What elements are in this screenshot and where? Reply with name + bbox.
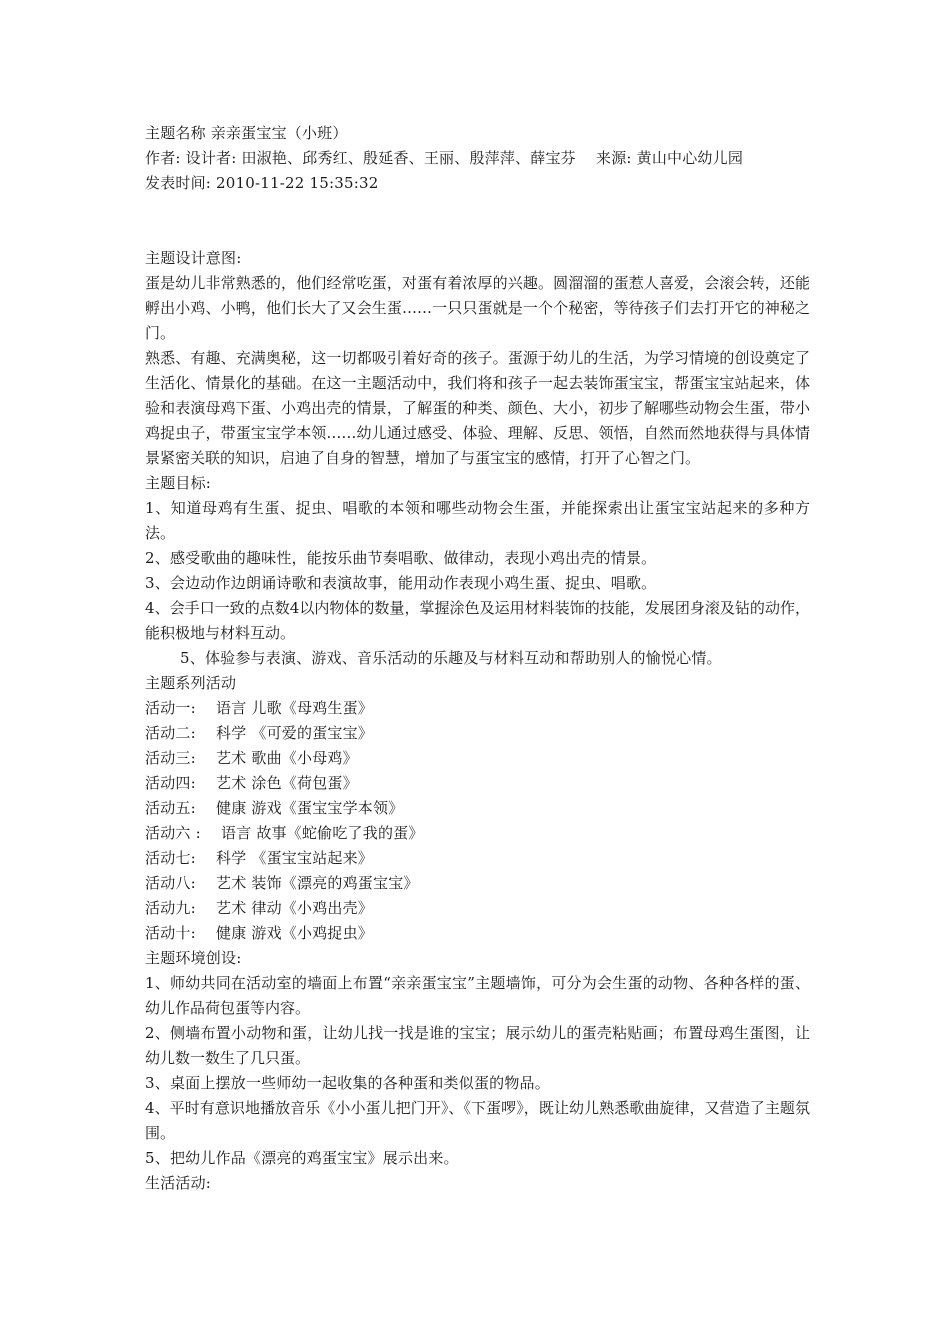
goals-heading: 主题目标: [145, 474, 212, 492]
activity-item: 活动一: 语言 儿歌《母鸡生蛋》 [145, 699, 373, 717]
publish-time: 发表时间: 2010-11-22 15:35:32 [145, 174, 379, 192]
life-heading: 生活活动: [145, 1174, 212, 1192]
goal-item: 1、知道母鸡有生蛋、捉虫、唱歌的本领和哪些动物会生蛋，并能探索出让蛋宝宝站起来的多种方法。 [145, 499, 810, 542]
activity-item: 活动八: 艺术 装饰《漂亮的鸡蛋宝宝》 [145, 874, 419, 892]
activity-item: 活动六 : 语言 故事《蛇偷吃了我的蛋》 [145, 824, 424, 842]
environment-item: 3、桌面上摆放一些师幼一起收集的各种蛋和类似蛋的物品。 [145, 1074, 550, 1092]
activity-item: 活动三: 艺术 歌曲《小母鸡》 [145, 749, 358, 767]
spacer [145, 196, 810, 246]
activity-item: 活动七: 科学 《蛋宝宝站起来》 [145, 849, 373, 867]
document-page [145, 121, 810, 1196]
activities-heading: 主题系列活动 [145, 674, 237, 692]
goal-item: 4、会手口一致的点数4以内物体的数量，掌握涂色及运用材料装饰的技能，发展团身滚及钻的动作，能积极地与材料互动。 [145, 599, 810, 642]
goal-item: 2、感受歌曲的趣味性，能按乐曲节奏唱歌、做律动，表现小鸡出壳的情景。 [145, 549, 657, 567]
environment-item: 2、侧墙布置小动物和蛋，让幼儿找一找是谁的宝宝；展示幼儿的蛋壳粘贴画；布置母鸡生蛋图，让幼儿数一数生了几只蛋。 [145, 1024, 810, 1067]
goal-item: 5、体验参与表演、游戏、音乐活动的乐趣及与材料互动和帮助别人的愉悦心情。 [180, 649, 722, 667]
environment-heading: 主题环境创设: [145, 949, 242, 967]
activity-item: 活动五: 健康 游戏《蛋宝宝学本领》 [145, 799, 404, 817]
intent-paragraph: 蛋是幼儿非常熟悉的，他们经常吃蛋，对蛋有着浓厚的兴趣。圆溜溜的蛋惹人喜爱，会滚会转，还能孵出小鸡、小鸭，他们长大了又会生蛋……一只只蛋就是一个个秘密，等待孩子们去打开它的神秘之门。 [145, 274, 810, 342]
activity-item: 活动九: 艺术 律动《小鸡出壳》 [145, 899, 373, 917]
intent-heading: 主题设计意图: [145, 249, 242, 267]
intent-paragraph: 熟悉、有趣、充满奥秘，这一切都吸引着好奇的孩子。蛋源于幼儿的生活，为学习情境的创设奠定了生活化、情景化的基础。在这一主题活动中，我们将和孩子一起去装饰蛋宝宝，帮蛋宝宝站起来，体验和表演母鸡下蛋、小鸡出壳的情景，了解蛋的种类、颜色、大小，初步了解哪些动物会生蛋，带小鸡捉虫子，带蛋宝宝学本领……幼儿通过感受、体验、理解、反思、领悟，自然而然地获得与具体情景紧密关联的知识，启迪了自身的智慧，增加了与蛋宝宝的感情，打开了心智之门。 [145, 349, 810, 467]
activity-item: 活动十: 健康 游戏《小鸡捉虫》 [145, 924, 373, 942]
activity-item: 活动四: 艺术 涂色《荷包蛋》 [145, 774, 358, 792]
environment-item: 4、平时有意识地播放音乐《小小蛋儿把门开》、《下蛋啰》，既让幼儿熟悉歌曲旋律，又营造了主题氛围。 [145, 1099, 810, 1142]
theme-title: 主题名称 亲亲蛋宝宝（小班） [145, 124, 348, 142]
environment-item: 5、把幼儿作品《漂亮的鸡蛋宝宝》展示出来。 [145, 1149, 459, 1167]
author-line: 作者: 设计者: 田淑艳、邱秀红、殷延香、王丽、殷萍萍、薛宝芬 来源: 黄山中心幼儿园 [145, 149, 744, 167]
activity-item: 活动二: 科学 《可爱的蛋宝宝》 [145, 724, 373, 742]
environment-item: 1、师幼共同在活动室的墙面上布置“亲亲蛋宝宝”主题墙饰，可分为会生蛋的动物、各种各样的蛋、幼儿作品荷包蛋等内容。 [145, 974, 810, 1017]
goal-item: 3、会边动作边朗诵诗歌和表演故事，能用动作表现小鸡生蛋、捉虫、唱歌。 [145, 574, 657, 592]
